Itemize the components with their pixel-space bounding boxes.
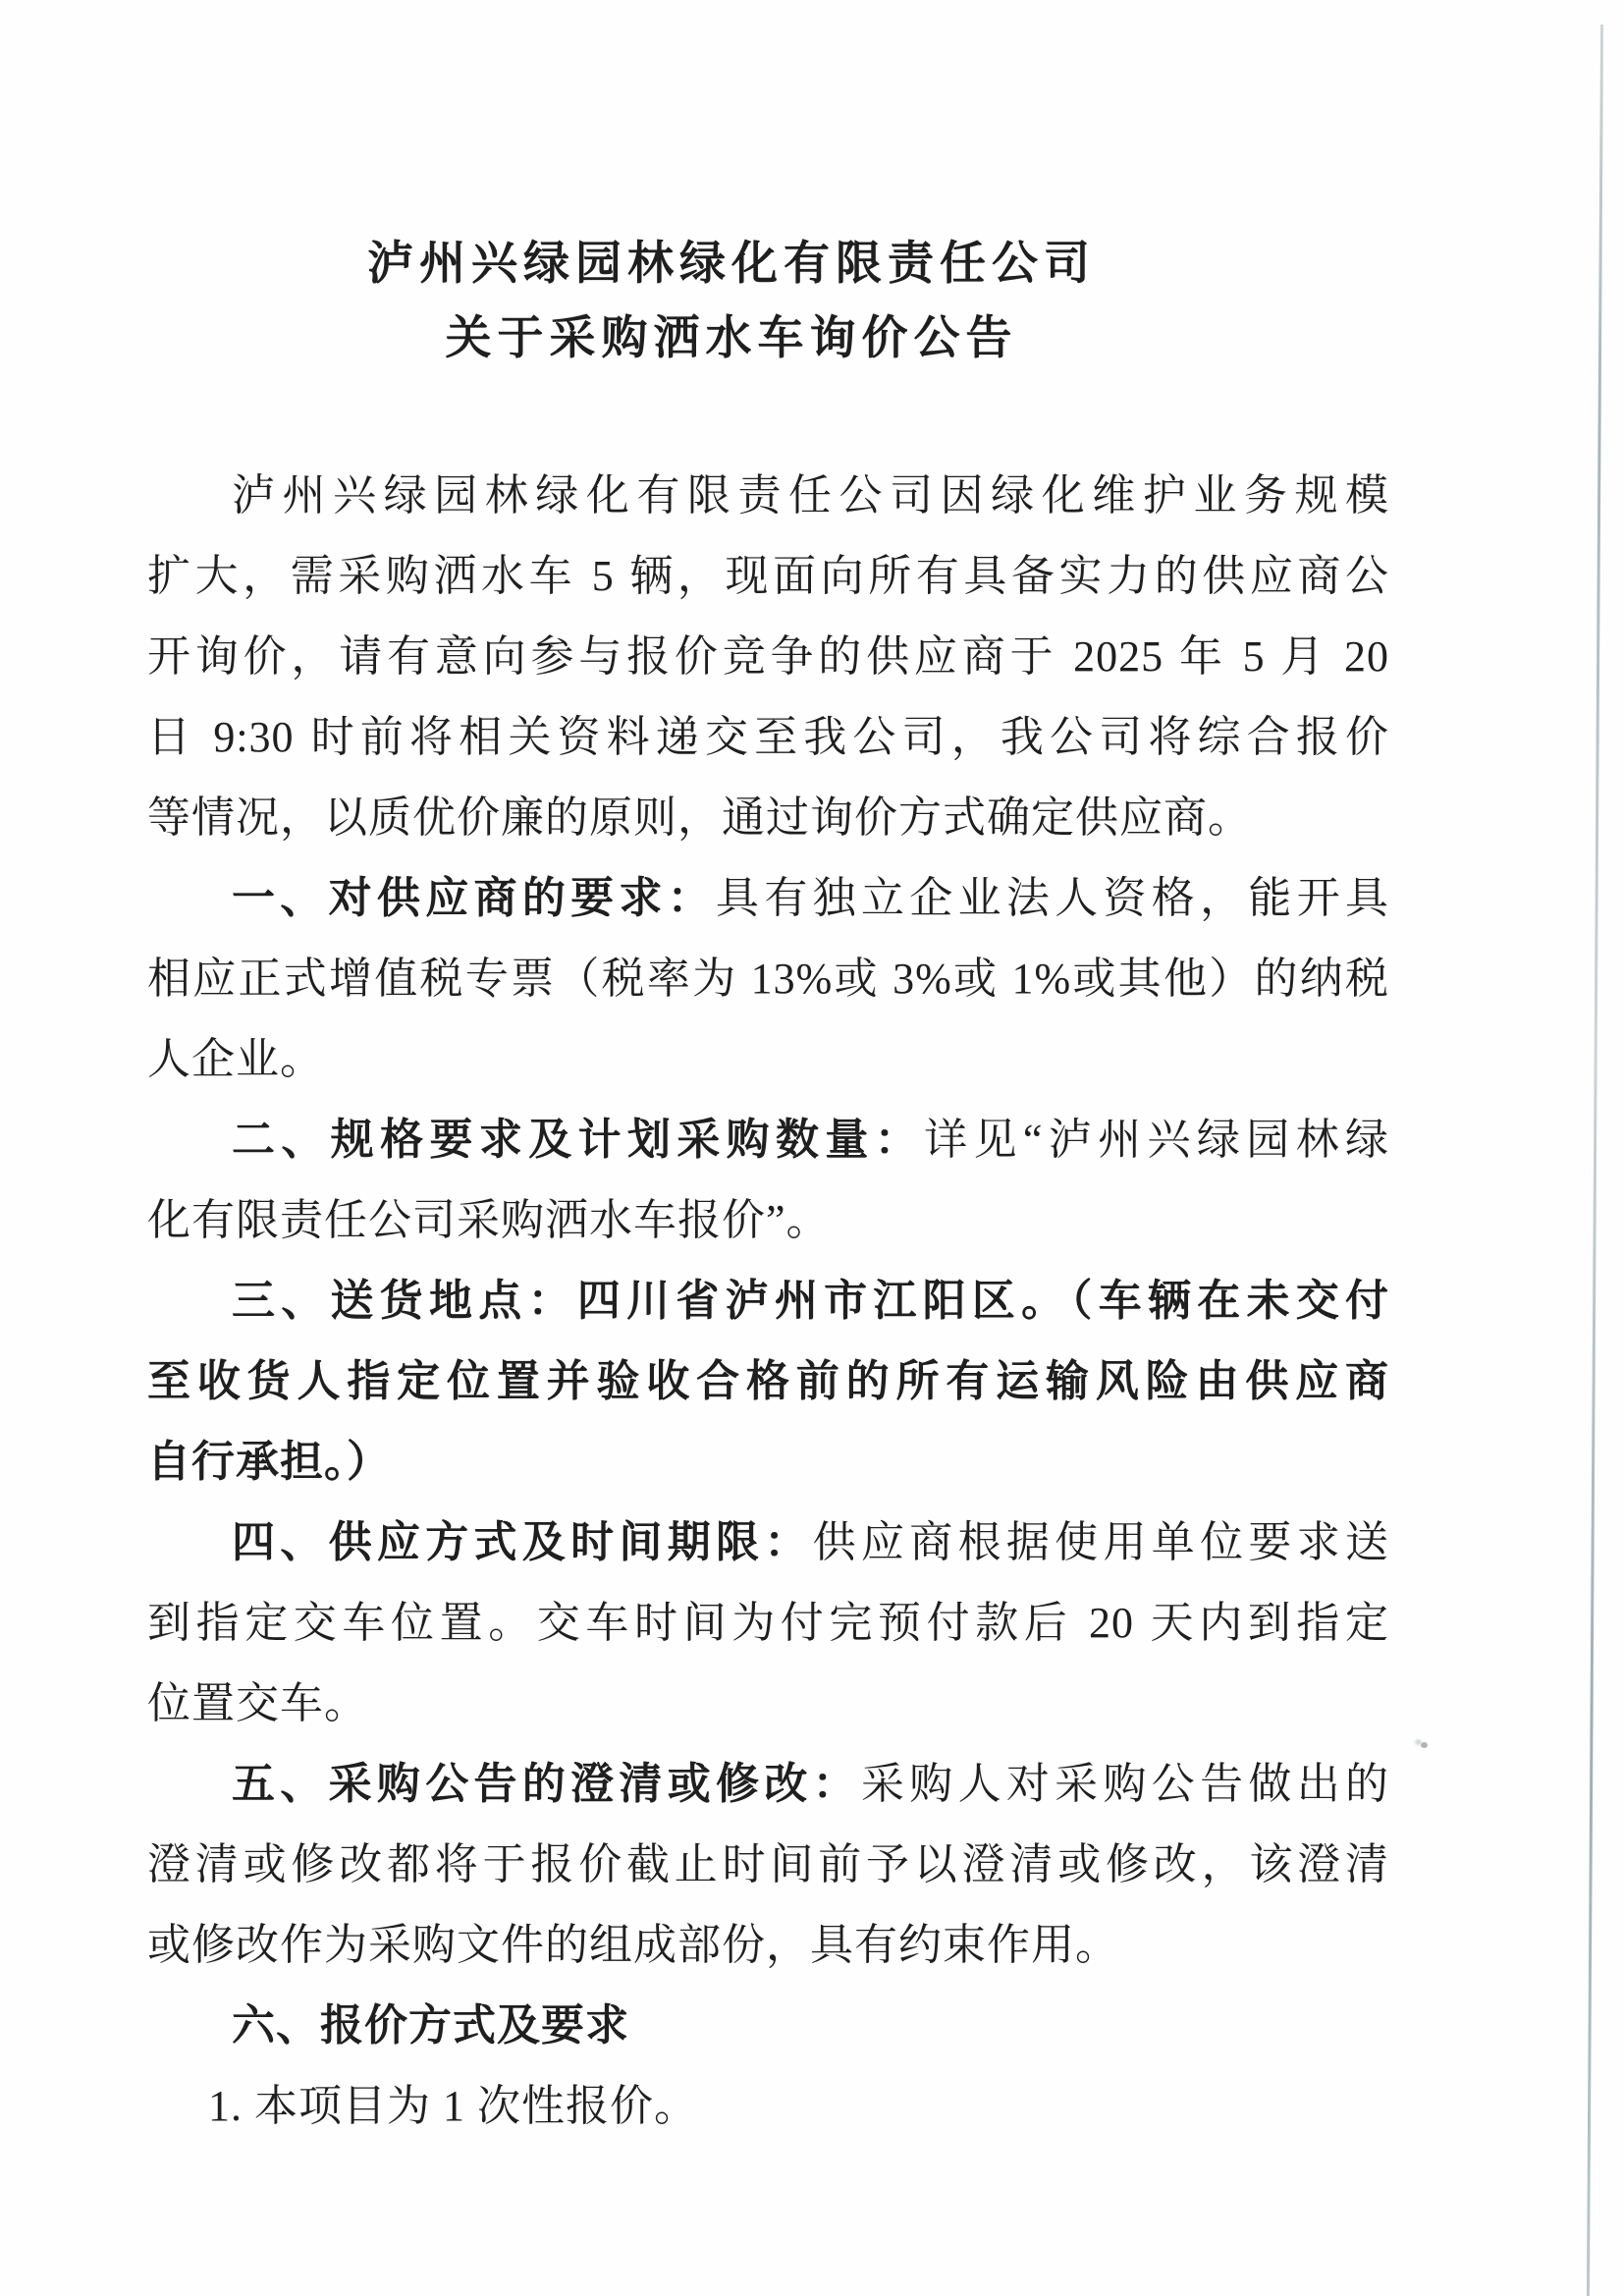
body-text: 或修改作为采购文件的组成部份，具有约束作用。 xyxy=(147,1921,1119,1969)
text-line xyxy=(147,1905,1389,1986)
text-line xyxy=(147,858,1389,939)
body-text: 澄清或修改都将于报价截止时间前予以澄清或修改，该澄清 xyxy=(147,1840,1389,1888)
body-text: 开询价，请有意向参与报价竞争的供应商于 2025 年 5 月 20 xyxy=(147,632,1389,681)
document-body xyxy=(147,456,1389,2147)
section-label: 二、规格要求及计划采购数量： xyxy=(232,1116,925,1164)
document-title-line-2: 关于采购洒水车询价公告 xyxy=(445,313,1018,364)
text-line xyxy=(147,1261,1389,1341)
ink-speck-artifact xyxy=(1421,1742,1428,1748)
section-label: 六、报价方式及要求 xyxy=(232,2001,629,2050)
text-line xyxy=(147,1503,1389,1583)
document-title-line-1: 泸州兴绿园林绿化有限责任公司 xyxy=(367,239,1096,290)
text-line xyxy=(147,1341,1389,1422)
section-label: 五、采购公告的澄清或修改： xyxy=(232,1760,861,1808)
body-text: 人企业。 xyxy=(147,1035,324,1083)
body-text: 化有限责任公司采购洒水车报价”。 xyxy=(147,1196,831,1244)
text-line xyxy=(147,939,1389,1019)
body-text: 采购人对采购公告做出的 xyxy=(860,1760,1390,1808)
text-line xyxy=(147,697,1389,778)
text-line xyxy=(147,1180,1389,1261)
body-text: 具有独立企业法人资格，能开具 xyxy=(716,874,1390,922)
section-label: 三、送货地点：四川省泸州市江阳区。（车辆在未交付 xyxy=(232,1277,1389,1325)
body-text: 扩大，需采购洒水车 5 辆，现面向所有具备实力的供应商公 xyxy=(147,552,1389,600)
text-line xyxy=(147,1100,1389,1180)
body-text-bold: 至收货人指定位置并验收合格前的所有运输风险由供应商 xyxy=(147,1357,1389,1405)
text-line xyxy=(147,2066,1389,2147)
document-title xyxy=(147,0,1316,376)
text-line xyxy=(147,1664,1389,1744)
body-text: 等情况，以质优价廉的原则，通过询价方式确定供应商。 xyxy=(147,793,1252,842)
body-text: 详见“泸州兴绿园林绿 xyxy=(924,1116,1389,1164)
body-text-bold: 自行承担。） xyxy=(147,1438,391,1486)
text-line xyxy=(147,778,1389,858)
body-text: 相应正式增值税专票（税率为 13%或 3%或 1%或其他）的纳税 xyxy=(147,955,1389,1003)
text-line xyxy=(147,1986,1389,2066)
text-line xyxy=(147,536,1389,617)
text-line xyxy=(147,1825,1389,1905)
body-text: 供应商根据使用单位要求送 xyxy=(812,1518,1390,1566)
scanner-edge-line-artifact xyxy=(1587,25,1603,2296)
section-label: 一、对供应商的要求： xyxy=(232,874,717,922)
body-text: 泸州兴绿园林绿化有限责任公司因绿化维护业务规模 xyxy=(232,471,1389,519)
body-text: 日 9:30 时前将相关资料递交至我公司，我公司将综合报价 xyxy=(147,713,1389,761)
text-line xyxy=(147,1019,1389,1100)
text-line xyxy=(147,617,1389,697)
text-line xyxy=(147,1422,1389,1503)
section-label: 四、供应方式及时间期限： xyxy=(232,1518,813,1566)
body-text: 1. 本项目为 1 次性报价。 xyxy=(208,2082,698,2130)
body-text: 位置交车。 xyxy=(147,1679,368,1727)
text-line xyxy=(147,1583,1389,1664)
text-line xyxy=(147,456,1389,536)
body-text: 到指定交车位置。交车时间为付完预付款后 20 天内到指定 xyxy=(147,1599,1389,1647)
text-line xyxy=(147,1744,1389,1825)
